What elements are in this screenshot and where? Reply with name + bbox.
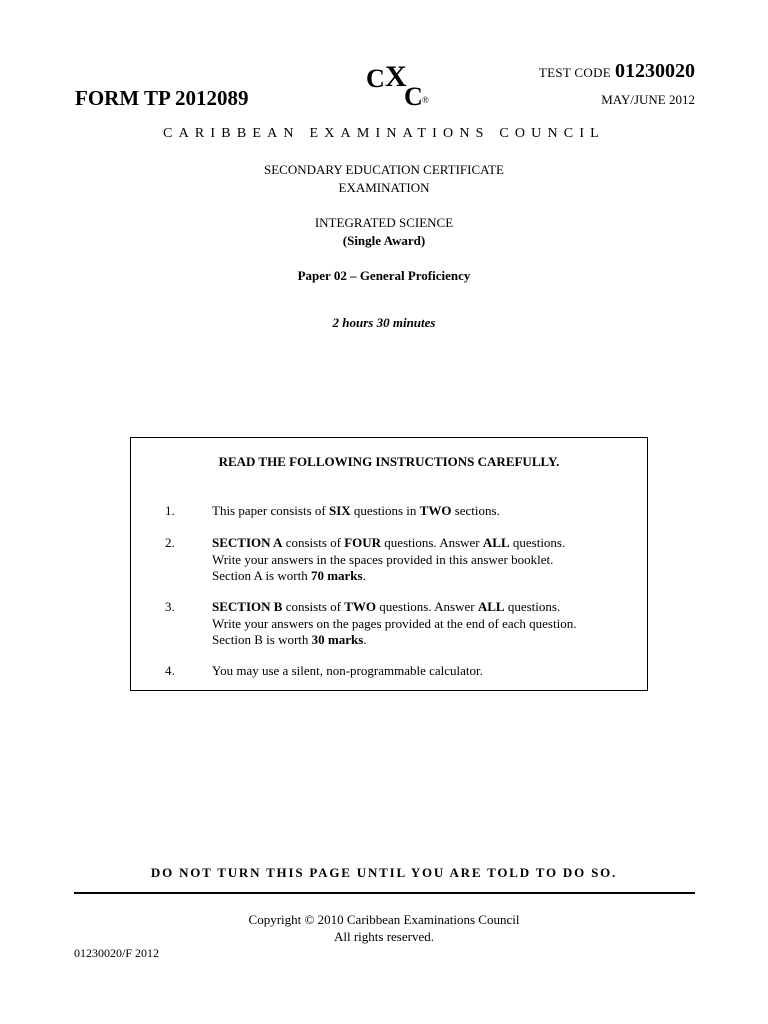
instructions-title: READ THE FOLLOWING INSTRUCTIONS CAREFULLY. [218, 454, 560, 469]
instruction-number: 3. [165, 599, 175, 614]
instruction-text-segment: questions. Answer [376, 599, 478, 614]
instruction-emphasis: ALL [477, 599, 505, 614]
instruction-line [212, 503, 637, 520]
award-type: (Single Award) [342, 233, 426, 248]
instruction-text-segment: consists of [282, 599, 345, 614]
instruction-emphasis: FOUR [344, 535, 382, 550]
instruction-text [212, 663, 637, 680]
instruction-line [212, 616, 637, 633]
instruction-text-segment: questions in [350, 503, 420, 518]
logo-letter-c1: C [366, 64, 385, 93]
instruction-text [212, 599, 637, 649]
instruction-text-segment: . [362, 568, 366, 583]
instruction-text [212, 503, 637, 520]
instruction-emphasis: SECTION A [212, 535, 283, 550]
instruction-line [212, 552, 637, 569]
instruction-text-segment: Write your answers on the pages provided at the end of each question. [212, 615, 577, 631]
instruction-text-segment: questions. [509, 535, 566, 550]
subject-title: INTEGRATED SCIENCE [314, 215, 454, 230]
instruction-number: 1. [165, 503, 175, 518]
instruction-text-segment: Section A is worth [212, 568, 311, 583]
instruction-emphasis: ALL [482, 535, 510, 550]
instruction-line [212, 599, 637, 616]
instruction-text-segment: This paper consists of [212, 503, 329, 518]
test-code-label: TEST CODE [538, 65, 611, 80]
instruction-text-segment: Section B is worth [212, 632, 312, 647]
footer-code: 01230020/F 2012 [74, 946, 160, 960]
test-code-value: 01230020 [615, 60, 695, 82]
instruction-line [212, 663, 637, 680]
instruction-emphasis: SECTION B [212, 599, 283, 614]
do-not-turn-warning: DO NOT TURN THIS PAGE UNTIL YOU ARE TOLD TO DO SO. [150, 865, 618, 880]
paper-title: Paper 02 – General Proficiency [297, 268, 471, 283]
instruction-text-segment: consists of [282, 535, 345, 550]
certificate-title-line2: EXAMINATION [338, 180, 430, 195]
instructions-box [130, 437, 648, 691]
instruction-text-segment: . [363, 632, 367, 647]
instruction-emphasis: TWO [344, 599, 376, 614]
test-code [539, 60, 695, 83]
instruction-text-segment: Write your answers in the spaces provided in this answer booklet. [212, 551, 554, 567]
instruction-number: 4. [165, 663, 175, 678]
instruction-text-segment: questions. [504, 599, 561, 614]
exam-duration: 2 hours 30 minutes [332, 315, 436, 330]
rights-reserved: All rights reserved. [333, 929, 434, 944]
council-name: CARIBBEAN EXAMINATIONS COUNCIL [163, 126, 605, 141]
instruction-text [212, 535, 637, 585]
instruction-text-segment: questions. Answer [381, 535, 483, 550]
instruction-text-segment: sections. [451, 503, 500, 518]
instruction-line [212, 535, 637, 552]
logo-letter-c2: C [404, 82, 423, 111]
divider-rule [74, 892, 695, 894]
instruction-emphasis: SIX [328, 503, 351, 518]
certificate-title-line1: SECONDARY EDUCATION CERTIFICATE [264, 162, 504, 177]
form-id: FORM TP 2012089 [75, 86, 249, 110]
instruction-emphasis: TWO [419, 503, 452, 518]
instruction-line [212, 568, 637, 585]
instruction-emphasis: 70 marks [310, 568, 363, 583]
cxc-logo [362, 62, 438, 112]
instruction-number: 2. [165, 535, 175, 550]
registered-mark: ® [422, 95, 429, 105]
copyright-line: Copyright © 2010 Caribbean Examinations Council [248, 912, 520, 927]
logo-figure: X [385, 60, 407, 93]
instruction-line [212, 632, 637, 649]
instruction-emphasis: 30 marks [311, 632, 364, 647]
instruction-text-segment: You may use a silent, non-programmable calculator. [212, 663, 483, 678]
exam-session: MAY/JUNE 2012 [601, 92, 695, 107]
